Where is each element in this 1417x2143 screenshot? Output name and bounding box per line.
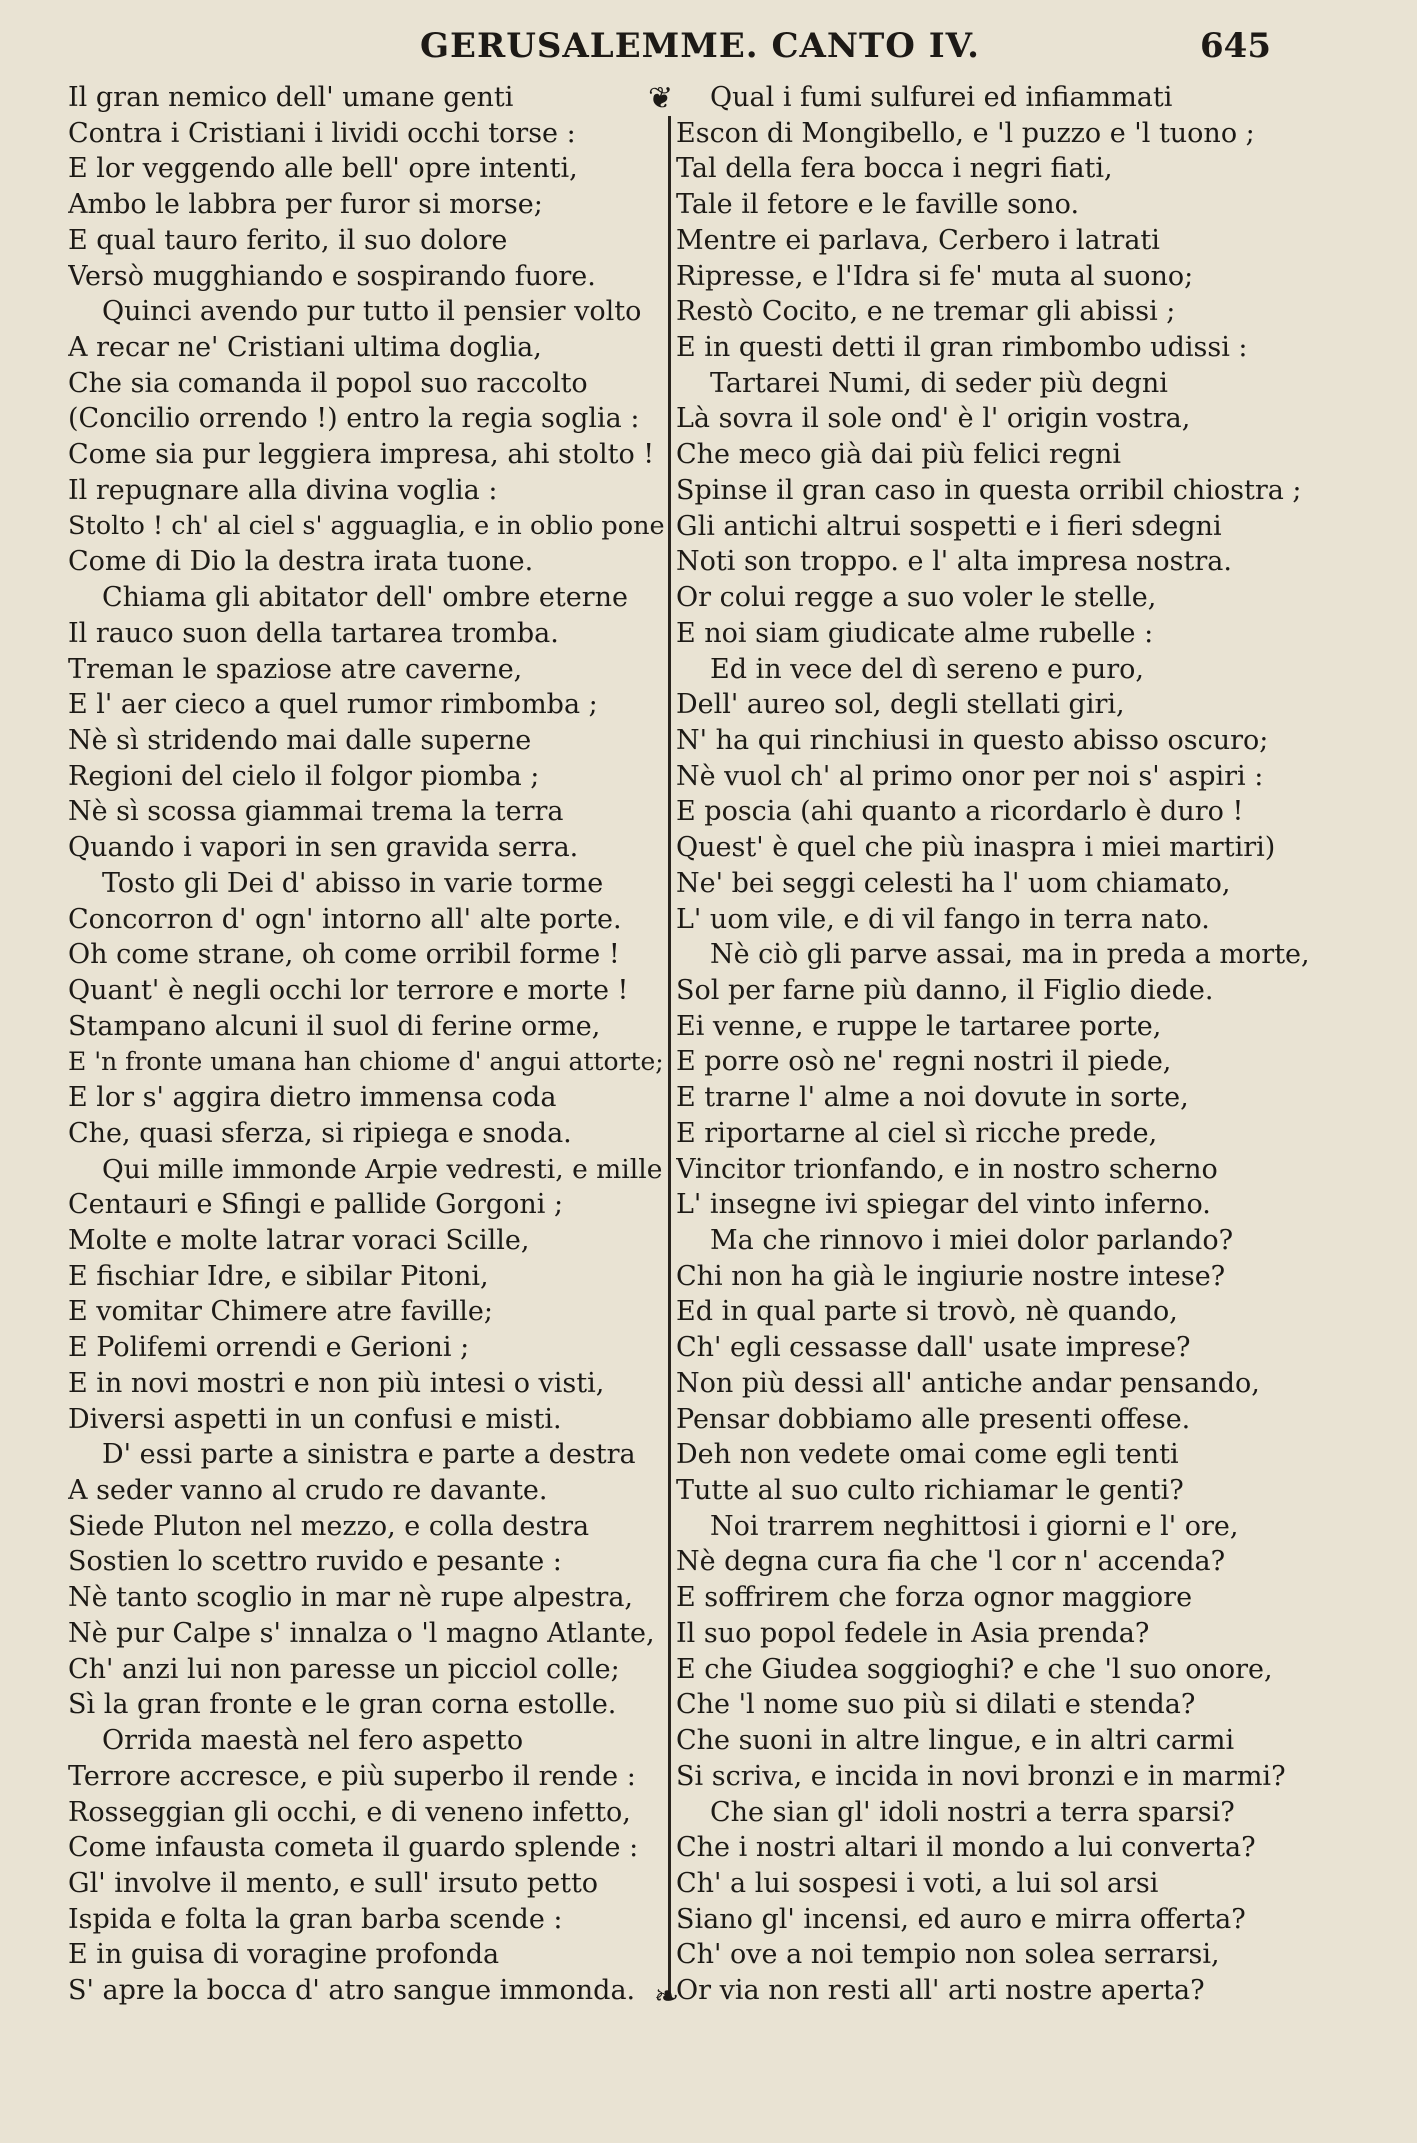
verse-line: Nè vuol ch' al primo onor per noi s' aspiri : bbox=[676, 760, 1264, 792]
verse-line: Come sia pur leggiera impresa, ahi stolto ! bbox=[68, 439, 655, 471]
verse-line: E trarne l' alme a noi dovute in sorte, bbox=[676, 1082, 1189, 1114]
verse-line: Regioni del cielo il folgor piomba ; bbox=[68, 760, 540, 792]
right-column bbox=[676, 80, 1326, 2040]
verse-line: L' insegne ivi spiegar del vinto inferno. bbox=[676, 1189, 1211, 1221]
bottom-ornament-icon: ❧ bbox=[654, 1979, 680, 2014]
verse-line: E lor veggendo alle bell' opre intenti, bbox=[68, 153, 578, 185]
verse-line: Il gran nemico dell' umane genti bbox=[68, 82, 514, 113]
verse-line: E noi siam giudicate alme rubelle : bbox=[676, 617, 1154, 649]
verse-line: Qui mille immonde Arpie vedresti, e mille bbox=[102, 1153, 663, 1185]
verse-line: Siano gl' incensi, ed auro e mirra offerta? bbox=[676, 1903, 1246, 1935]
verse-line: Che 'l nome suo più si dilati e stenda? bbox=[676, 1689, 1196, 1721]
verse-line: Orrida maestà nel fero aspetto bbox=[102, 1725, 524, 1757]
verse-line: Mentre ei parlava, Cerbero i latrati bbox=[676, 224, 1160, 256]
verse-line: Spinse il gran caso in questa orribil chiostra ; bbox=[676, 474, 1302, 506]
verse-line: Nè tanto scoglio in mar nè rupe alpestra, bbox=[68, 1582, 634, 1614]
verse-line: Come di Dio la destra irata tuone. bbox=[68, 546, 534, 578]
verse-line: E in novi mostri e non più intesi o visti, bbox=[68, 1367, 605, 1399]
verse-line: Tal della fera bocca i negri fiati, bbox=[676, 153, 1113, 185]
verse-line: Chiama gli abitator dell' ombre eterne bbox=[102, 582, 628, 614]
verse-line: Nè ciò gli parve assai, ma in preda a morte, bbox=[710, 939, 1310, 971]
verse-line: Stampano alcuni il suol di ferine orme, bbox=[68, 1010, 601, 1042]
verse-line: Che sian gl' idoli nostri a terra sparsi? bbox=[710, 1796, 1235, 1828]
verse-line: Concorron d' ogn' intorno all' alte porte. bbox=[68, 903, 622, 935]
verse-line: Ei venne, e ruppe le tartaree porte, bbox=[676, 1010, 1162, 1042]
verse-line: Qual i fumi sulfurei ed infiammati bbox=[710, 82, 1173, 113]
verse-line: Tosto gli Dei d' abisso in varie torme bbox=[102, 867, 604, 899]
verse-line: Vincitor trionfando, e in nostro scherno bbox=[676, 1153, 1218, 1185]
verse-line: Il suo popol fedele in Asia prenda? bbox=[676, 1617, 1150, 1649]
verse-line: Che i nostri altari il mondo a lui converta? bbox=[676, 1832, 1256, 1864]
verse-line: Ma che rinnovo i miei dolor parlando? bbox=[710, 1225, 1234, 1256]
verse-line: Tale il fetore e le faville sono. bbox=[676, 189, 1080, 221]
verse-line: E poscia (ahi quanto a ricordarlo è duro ! bbox=[676, 796, 1244, 828]
verse-line: Gl' involve il mento, e sull' irsuto petto bbox=[68, 1867, 599, 1899]
verse-line: Sì la gran fronte e le gran corna estolle. bbox=[68, 1689, 617, 1721]
verse-line: E qual tauro ferito, il suo dolore bbox=[68, 224, 508, 256]
verse-line: Il repugnare alla divina voglia : bbox=[68, 474, 498, 506]
verse-line: Escon di Mongibello, e 'l puzzo e 'l tuono ; bbox=[676, 117, 1255, 149]
verse-line: S' apre la bocca d' atro sangue immonda. bbox=[68, 1975, 636, 2007]
verse-line: D' essi parte a sinistra e parte a destra bbox=[102, 1439, 636, 1471]
verse-line: L' uom vile, e di vil fango in terra nato. bbox=[676, 903, 1210, 935]
verse-line: Ne' bei seggi celesti ha l' uom chiamato, bbox=[676, 867, 1231, 899]
verse-line: Si scriva, e incida in novi bronzi e in marmi? bbox=[676, 1760, 1286, 1792]
verse-line: Quant' è negli occhi lor terrore e morte ! bbox=[68, 974, 629, 1006]
verse-line: E riportarne al ciel sì ricche prede, bbox=[676, 1117, 1158, 1149]
verse-line: Centauri e Sfingi e pallide Gorgoni ; bbox=[68, 1189, 564, 1221]
verse-line: E lor s' aggira dietro immensa coda bbox=[68, 1082, 557, 1114]
verse-line: Che meco già dai più felici regni bbox=[676, 439, 1122, 471]
verse-line: Rosseggian gli occhi, e di veneno infetto, bbox=[68, 1796, 631, 1828]
verse-line: Or via non resti all' arti nostre aperta? bbox=[676, 1975, 1205, 2007]
verse-line: Ed in vece del dì sereno e puro, bbox=[710, 653, 1145, 685]
verse-line: Che suoni in altre lingue, e in altri carmi bbox=[676, 1725, 1235, 1757]
verse-line: Versò mugghiando e sospirando fuore. bbox=[68, 260, 596, 292]
verse-line: Sol per farne più danno, il Figlio diede. bbox=[676, 974, 1214, 1006]
verse-line: Nè pur Calpe s' innalza o 'l magno Atlante, bbox=[68, 1617, 655, 1649]
verse-line: Restò Cocito, e ne tremar gli abissi ; bbox=[676, 296, 1176, 328]
verse-line: Ch' egli cessasse dall' usate imprese? bbox=[676, 1332, 1191, 1364]
verse-line: E soffrirem che forza ognor maggiore bbox=[676, 1582, 1193, 1614]
verse-line: Non più dessi all' antiche andar pensando, bbox=[676, 1367, 1260, 1399]
verse-line: Stolto ! ch' al ciel s' agguaglia, e in oblio pone bbox=[68, 510, 665, 541]
verse-line: Ch' a lui sospesi i voti, a lui sol arsi bbox=[676, 1867, 1159, 1899]
left-column bbox=[68, 80, 668, 2040]
verse-line: Come infausta cometa il guardo splende : bbox=[68, 1832, 639, 1864]
verse-line: Noi trarrem neghittosi i giorni e l' ore, bbox=[710, 1510, 1239, 1542]
page-header bbox=[0, 26, 1417, 76]
column-divider bbox=[668, 116, 671, 1996]
verse-line: E porre osò ne' regni nostri il piede, bbox=[676, 1046, 1172, 1078]
verse-line: Nè degna cura fia che 'l cor n' accenda? bbox=[676, 1546, 1226, 1578]
verse-line: Il rauco suon della tartarea tromba. bbox=[68, 617, 559, 649]
verse-line: Molte e molte latrar voraci Scille, bbox=[68, 1225, 530, 1256]
verse-line: Contra i Cristiani i lividi occhi torse : bbox=[68, 117, 576, 149]
verse-line: Diversi aspetti in un confusi e misti. bbox=[68, 1403, 562, 1435]
verse-line: Siede Pluton nel mezzo, e colla destra bbox=[68, 1510, 590, 1542]
verse-line: Chi non ha già le ingiurie nostre intese? bbox=[676, 1260, 1226, 1292]
verse-line: Gli antichi altrui sospetti e i fieri sdegni bbox=[676, 510, 1222, 542]
verse-line: Tutte al suo culto richiamar le genti? bbox=[676, 1475, 1184, 1507]
verse-line: Sostien lo scettro ruvido e pesante : bbox=[68, 1546, 562, 1578]
verse-line: Ripresse, e l'Idra si fe' muta al suono; bbox=[676, 260, 1194, 292]
verse-line: A recar ne' Cristiani ultima doglia, bbox=[68, 332, 542, 364]
verse-line: E in guisa di voragine profonda bbox=[68, 1939, 500, 1971]
verse-line: A seder vanno al crudo re davante. bbox=[68, 1475, 548, 1507]
page-number: 645 bbox=[1200, 26, 1271, 66]
verse-line: Là sovra il sole ond' è l' origin vostra, bbox=[676, 403, 1191, 435]
verse-line: Ch' anzi lui non paresse un picciol colle; bbox=[68, 1653, 620, 1685]
verse-line: Pensar dobbiamo alle presenti offese. bbox=[676, 1403, 1191, 1435]
verse-line: E fischiar Idre, e sibilar Pitoni, bbox=[68, 1260, 489, 1292]
verse-line: Ambo le labbra per furor si morse; bbox=[68, 189, 543, 221]
verse-line: Terrore accresce, e più superbo il rende : bbox=[68, 1760, 636, 1792]
verse-line: Che, quasi sferza, si ripiega e snoda. bbox=[68, 1117, 572, 1149]
verse-line: E vomitar Chimere atre faville; bbox=[68, 1296, 493, 1328]
running-head: GERUSALEMME. CANTO IV. bbox=[420, 26, 980, 66]
verse-line: N' ha qui rinchiusi in questo abisso oscuro; bbox=[676, 724, 1269, 756]
verse-line: Nè sì stridendo mai dalle superne bbox=[68, 724, 532, 756]
verse-line: Oh come strane, oh come orribil forme ! bbox=[68, 939, 620, 971]
verse-line: Quest' è quel che più inaspra i miei martiri) bbox=[676, 832, 1276, 864]
verse-line: Or colui regge a suo voler le stelle, bbox=[676, 582, 1157, 614]
verse-line: Ed in qual parte si trovò, nè quando, bbox=[676, 1296, 1178, 1328]
verse-line: Quinci avendo pur tutto il pensier volto bbox=[102, 296, 642, 328]
verse-line: E 'n fronte umana han chiome d' angui attorte; bbox=[68, 1047, 664, 1077]
verse-line: (Concilio orrendo !) entro la regia soglia : bbox=[68, 403, 640, 435]
verse-line: Treman le spaziose atre caverne, bbox=[68, 653, 523, 685]
verse-line: Nè sì scossa giammai trema la terra bbox=[68, 796, 564, 828]
verse-line: E l' aer cieco a quel rumor rimbomba ; bbox=[68, 689, 598, 721]
verse-line: Noti son troppo. e l' alta impresa nostra. bbox=[676, 546, 1232, 578]
verse-line: Ch' ove a noi tempio non solea serrarsi, bbox=[676, 1939, 1220, 1971]
verse-line: Tartarei Numi, di seder più degni bbox=[710, 367, 1168, 399]
verse-line: E che Giudea soggioghi? e che 'l suo onore, bbox=[676, 1653, 1273, 1685]
verse-line: Che sia comanda il popol suo raccolto bbox=[68, 367, 588, 399]
verse-line: Quando i vapori in sen gravida serra. bbox=[68, 832, 579, 864]
verse-line: E Polifemi orrendi e Gerioni ; bbox=[68, 1332, 470, 1364]
verse-line: Dell' aureo sol, degli stellati giri, bbox=[676, 689, 1125, 721]
top-ornament-icon: ❦ bbox=[648, 81, 674, 116]
verse-line: E in questi detti il gran rimbombo udissi : bbox=[676, 332, 1248, 364]
verse-line: Ispida e folta la gran barba scende : bbox=[68, 1903, 563, 1935]
verse-line: Deh non vedete omai come egli tenti bbox=[676, 1439, 1179, 1471]
